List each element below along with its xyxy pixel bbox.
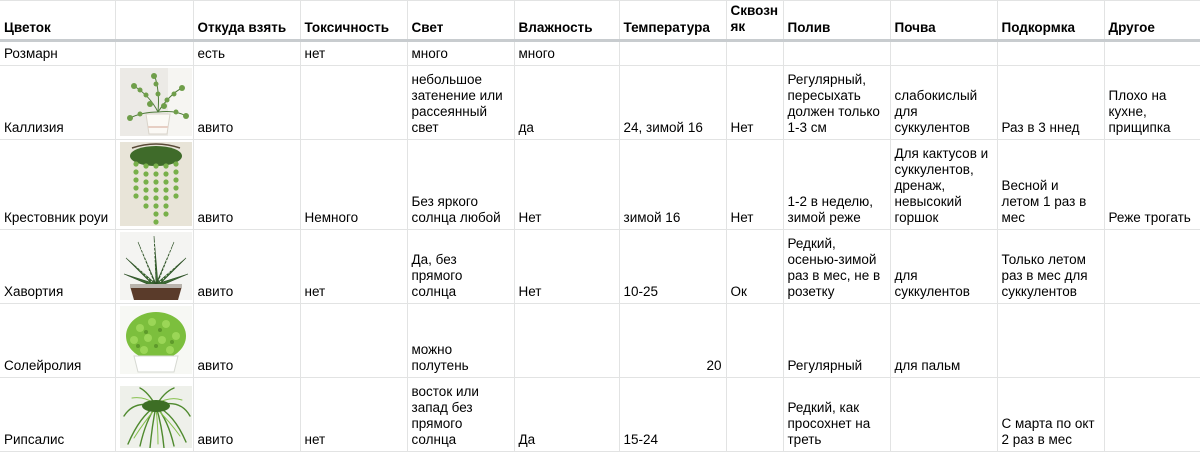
header-cell[interactable]: Другое (1104, 1, 1200, 41)
cell-light[interactable]: Да, без прямого солнца (407, 230, 514, 304)
cell-light[interactable]: небольшое затенение или рассеянный свет (407, 66, 514, 140)
cell-toxicity[interactable] (300, 304, 407, 378)
cell-other[interactable]: Плохо на кухне, прищипка (1104, 66, 1200, 140)
cell-temperature[interactable] (619, 41, 726, 66)
table-row (0, 41, 1200, 66)
cell-feeding[interactable] (997, 41, 1104, 66)
cell-source[interactable]: авито (193, 140, 300, 230)
cell-toxicity[interactable]: нет (300, 378, 407, 452)
cell-toxicity[interactable]: Немного (300, 140, 407, 230)
header-cell[interactable]: Сквозн як (726, 1, 783, 41)
haworthia-photo (120, 232, 192, 300)
header-cell[interactable]: Подкормка (997, 1, 1104, 41)
cell-humidity[interactable] (514, 304, 619, 378)
cell-source[interactable]: авито (193, 304, 300, 378)
cell-humidity[interactable]: много (514, 41, 619, 66)
cell-humidity[interactable]: Нет (514, 140, 619, 230)
cell-draft[interactable] (726, 378, 783, 452)
cell-other[interactable] (1104, 230, 1200, 304)
cell-name[interactable]: Солейролия (0, 304, 115, 378)
cell-feeding[interactable]: Раз в 3 ннед (997, 66, 1104, 140)
cell-image[interactable] (115, 66, 193, 140)
cell-feeding[interactable] (997, 304, 1104, 378)
cell-temperature[interactable]: зимой 16 (619, 140, 726, 230)
cell-draft[interactable]: Нет (726, 140, 783, 230)
soleirolia-photo (120, 306, 192, 374)
cell-other[interactable]: Реже трогать (1104, 140, 1200, 230)
cell-watering[interactable]: Регулярный, пересыхать должен только 1-3 см (783, 66, 890, 140)
cell-temperature[interactable]: 20 (619, 304, 726, 378)
cell-soil[interactable]: Для кактусов и суккулентов, дренаж, невысокий горшок (890, 140, 997, 230)
cell-other[interactable] (1104, 41, 1200, 66)
header-cell[interactable]: Почва (890, 1, 997, 41)
header-cell[interactable]: Токсичность (300, 1, 407, 41)
cell-draft[interactable]: Нет (726, 66, 783, 140)
cell-name[interactable]: Крестовник роуи (0, 140, 115, 230)
cell-source[interactable]: авито (193, 66, 300, 140)
header-cell[interactable]: Влажность (514, 1, 619, 41)
table-row (0, 304, 1200, 378)
cell-source[interactable]: авито (193, 230, 300, 304)
header-cell[interactable] (115, 1, 193, 41)
cell-humidity[interactable]: Нет (514, 230, 619, 304)
cell-humidity[interactable]: Да (514, 378, 619, 452)
cell-light[interactable]: много (407, 41, 514, 66)
cell-other[interactable] (1104, 304, 1200, 378)
cell-temperature[interactable]: 10-25 (619, 230, 726, 304)
table-row (0, 230, 1200, 304)
cell-soil[interactable] (890, 378, 997, 452)
cell-source[interactable]: авито (193, 378, 300, 452)
cell-name[interactable]: Рипсалис (0, 378, 115, 452)
cell-name[interactable]: Каллизия (0, 66, 115, 140)
cell-name[interactable]: Хавортия (0, 230, 115, 304)
callisia-plant-photo (120, 68, 192, 136)
cell-image[interactable] (115, 41, 193, 66)
cell-soil[interactable]: слабокислый для суккулентов (890, 66, 997, 140)
cell-image[interactable] (115, 230, 193, 304)
cell-image[interactable] (115, 304, 193, 378)
cell-soil[interactable]: для пальм (890, 304, 997, 378)
cell-feeding[interactable]: С марта по окт 2 раз в мес (997, 378, 1104, 452)
cell-image[interactable] (115, 140, 193, 230)
cell-light[interactable]: восток или запад без прямого солнца (407, 378, 514, 452)
cell-light[interactable]: Без яркого солнца любой (407, 140, 514, 230)
cell-feeding[interactable]: Весной и летом 1 раз в мес (997, 140, 1104, 230)
cell-soil[interactable] (890, 41, 997, 66)
header-row (0, 1, 1200, 41)
cell-draft[interactable] (726, 304, 783, 378)
cell-other[interactable] (1104, 378, 1200, 452)
header-cell[interactable]: Цветок (0, 1, 115, 41)
cell-watering[interactable] (783, 41, 890, 66)
rhipsalis-photo (120, 386, 192, 448)
cell-toxicity[interactable]: нет (300, 41, 407, 66)
cell-watering[interactable]: Регулярный (783, 304, 890, 378)
cell-humidity[interactable]: да (514, 66, 619, 140)
header-cell[interactable]: Полив (783, 1, 890, 41)
cell-temperature[interactable]: 24, зимой 16 (619, 66, 726, 140)
cell-source[interactable]: есть (193, 41, 300, 66)
cell-temperature[interactable]: 15-24 (619, 378, 726, 452)
header-cell[interactable]: Температура (619, 1, 726, 41)
cell-soil[interactable]: для суккулентов (890, 230, 997, 304)
cell-watering[interactable]: Редкий, как просохнет на треть (783, 378, 890, 452)
cell-toxicity[interactable] (300, 66, 407, 140)
table-row (0, 140, 1200, 230)
cell-name[interactable]: Розмарн (0, 41, 115, 66)
cell-toxicity[interactable]: нет (300, 230, 407, 304)
cell-draft[interactable] (726, 41, 783, 66)
table-row (0, 378, 1200, 452)
table-row (0, 66, 1200, 140)
cell-image[interactable] (115, 378, 193, 452)
cell-watering[interactable]: 1-2 в неделю, зимой реже (783, 140, 890, 230)
header-cell[interactable]: Свет (407, 1, 514, 41)
cell-draft[interactable]: Ок (726, 230, 783, 304)
senecio-rowleyanus-photo (120, 142, 192, 226)
cell-watering[interactable]: Редкий, осенью-зимой раз в мес, не в розетку (783, 230, 890, 304)
cell-light[interactable]: можно полутень (407, 304, 514, 378)
header-cell[interactable]: Откуда взять (193, 1, 300, 41)
cell-feeding[interactable]: Только летом раз в мес для суккулентов (997, 230, 1104, 304)
